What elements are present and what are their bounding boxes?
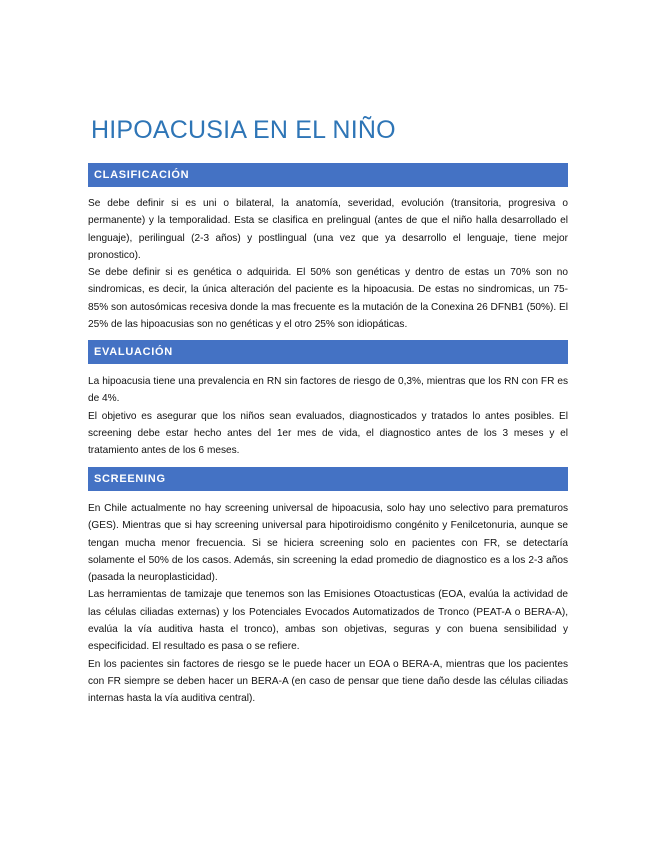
section-body-clasificacion: [88, 195, 568, 333]
paragraph: En los pacientes sin factores de riesgo se le puede hacer un EOA o BERA-A, mientras que los pacientes con FR siempre se deben hacer un BERA-A (en caso de pensar que tiene daño desde las células ciliadas internas hasta la vía auditiva central).: [88, 658, 568, 705]
section-body-screening: [88, 500, 568, 708]
paragraph: El objetivo es asegurar que los niños sean evaluados, diagnosticados y tratados lo antes posibles. El screening debe estar hecho antes del 1er mes de vida, el diagnostico antes de los 3 meses y el tratamiento antes de los 6 meses.: [88, 410, 568, 457]
section-body-evaluacion: [88, 373, 568, 459]
paragraph: La hipoacusia tiene una prevalencia en RN sin factores de riesgo de 0,3%, mientras que los RN con FR es de 4%.: [88, 376, 568, 405]
section-heading-screening: SCREENING: [88, 467, 568, 491]
paragraph: Las herramientas de tamizaje que tenemos son las Emisiones Otoactusticas (EOA, evalúa la actividad de las células ciliadas externas) y los Potenciales Evocados Automatizados de Tronco (PEAT-A o BERA-A), evalúa la vía auditiva hasta el tronco), ambas son objetivas, seguras y con buena sensibilidad y especificidad. El resultado es pasa o se refiere.: [88, 589, 568, 653]
paragraph: Se debe definir si es uni o bilateral, la anatomía, severidad, evolución (transitoria, progresiva o permanente) y la temporalidad. Esta se clasifica en prelingual (antes de que el niño halla desarrollado el lenguaje), perilingual (2-3 años) y postlingual (una vez que ya desarrollo el lenguaje, tiene mejor pronostico).: [88, 198, 568, 261]
page-title: HIPOACUSIA EN EL NIÑO: [91, 116, 396, 144]
section-heading-clasificacion: CLASIFICACIÓN: [88, 163, 568, 187]
section-heading-evaluacion: EVALUACIÓN: [88, 340, 568, 364]
paragraph: En Chile actualmente no hay screening universal de hipoacusia, solo hay uno selectivo para prematuros (GES). Mientras que si hay screening universal para hipotiroidismo congénito y Fenilcetonuria, aunque se tengan mucha menor frecuencia. Si se hiciera screening solo en pacientes con FR, se detectaría solamente el 50% de los casos. Además, sin screening la edad promedio de diagnostico es a los 2-3 años (pasada la neuroplasticidad).: [88, 503, 568, 584]
paragraph: Se debe definir si es genética o adquirida. El 50% son genéticas y dentro de estas un 70% son no sindromicas, es decir, la única alteración del paciente es la hipoacusia. De estas no sindromicas, un 75-85% son autosómicas recesiva donde la mas frecuente es la mutación de la Conexina 26 DFNB1 (50%). El 25% de las hipoacusias son no genéticas y el otro 25% son idiopáticas.: [88, 267, 568, 331]
